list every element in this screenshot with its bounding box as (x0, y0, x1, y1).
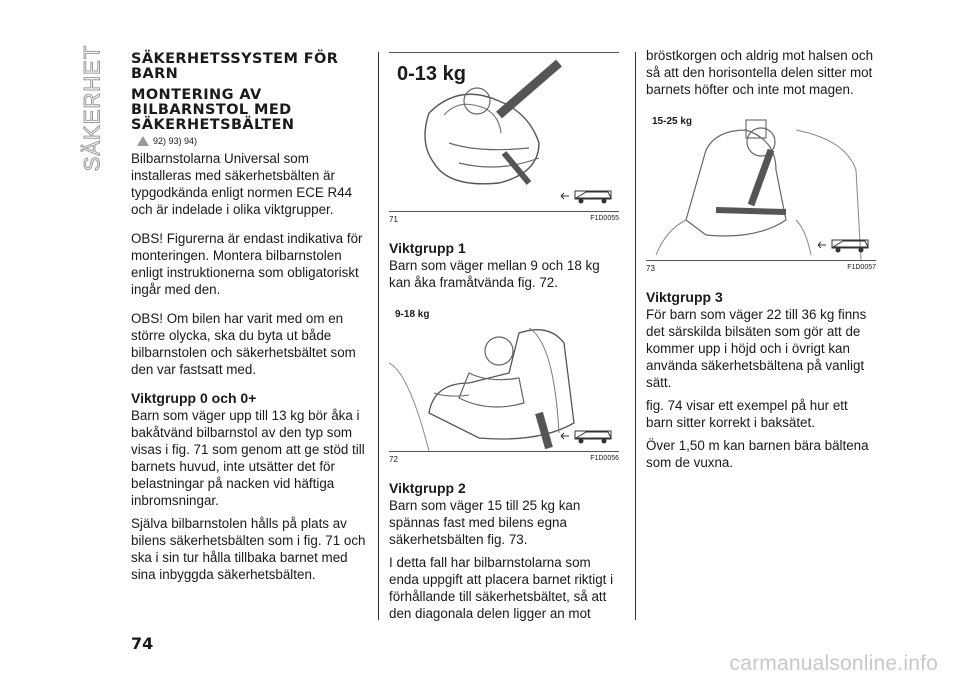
paragraph-group-3-c: Över 1,50 m kan barnen bära bältena som de vuxna. (646, 438, 869, 470)
paragraph-group-2-a: Barn som väger 15 till 25 kg kan spännas fast med bilens egna säkerhetsbälten fig. 73. (389, 498, 581, 547)
heading-group-3: Viktgrupp 3 (646, 289, 723, 305)
warning-refs-text: 92) 93) 94) (153, 136, 198, 146)
section-side-tab-label: SÄKERHET (79, 44, 104, 172)
paragraph-intro: Bilbarnstolarna Universal som installeras med säkerhetsbälten är typgodkända enligt normen ECE R44 och är indelade i olika viktgrupper. (131, 151, 353, 217)
paragraph-group-0-a: Barn som väger upp till 13 kg bör åka i bakåtvänd bilbarnstol av den typ som visas i fig. 71 som genom att ge stöd till barnets huvud, inte utsätter det för belastningar på nacken vid häftiga inbromsningar. (131, 408, 365, 508)
column-divider-1 (378, 52, 379, 620)
paragraph-continued: bröstkorgen och aldrig mot halsen och så att den horisontella delen sitter mot barnets höfter och inte mot magen. (646, 48, 874, 97)
figure-71-code: F1D0055 (590, 215, 619, 222)
figure-72-number: 72 (389, 455, 398, 464)
heading-group-0: Viktgrupp 0 och 0+ (131, 390, 257, 406)
section-side-tab (79, 44, 104, 172)
figure-72-caption (389, 455, 619, 464)
heading-group-1: Viktgrupp 1 (389, 240, 466, 256)
figure-72-illustration (389, 303, 619, 451)
figure-71 (389, 52, 619, 212)
heading-seat-mounting: MONTERING AV BILBARNSTOL MED SÄKERHETSBÄLTEN (131, 87, 295, 133)
heading-group-2: Viktgrupp 2 (389, 480, 466, 496)
page-number: 74 (131, 634, 154, 653)
figure-73-caption (646, 264, 876, 273)
paragraph-note-accident: OBS! Om bilen har varit med om en större olycka, ska du byta ut både bilbarnstolen och säkerhetsbältet som den var fastsatt med. (131, 311, 356, 377)
figure-73-illustration (646, 110, 876, 260)
figure-73 (646, 110, 876, 261)
paragraph-group-3-a: För barn som väger 22 till 36 kg finns det särskilda bilsäten som gör att de kommer upp i höjd och i övrigt kan använda säkerhetsbältena på vanligt sätt. (646, 307, 867, 390)
figure-71-weight-label: 0-13 kg (397, 63, 466, 85)
warning-refs (153, 136, 371, 146)
watermark: carmanualsonline.info (729, 652, 938, 675)
paragraph-group-0-b: Själva bilbarnstolen hålls på plats av bilens säkerhetsbälten som i fig. 71 och ska i sin tur hålla tillbaka barnet med sina inbyggda säkerhetsbälten. (131, 516, 366, 582)
figure-73-code: F1D0057 (847, 264, 876, 271)
figure-71-caption (389, 215, 619, 224)
figure-72-weight-label: 9-18 kg (395, 309, 430, 320)
figure-72-code: F1D0056 (590, 455, 619, 462)
column-divider-2 (635, 52, 636, 620)
column-3 (646, 47, 876, 483)
paragraph-group-2-b: I detta fall har bilbarnstolarna som enda uppgift att placera barnet riktigt i förhållande till säkerhetsbältet, så att den diagonala delen ligger an mot (389, 555, 614, 621)
paragraph-note-figures: OBS! Figurerna är endast indikativa för monteringen. Montera bilbarnstolen enligt instruktionerna som obligatoriskt ingår med den. (131, 231, 363, 297)
figure-73-number: 73 (646, 264, 655, 273)
figure-72 (389, 303, 619, 452)
paragraph-group-1: Barn som väger mellan 9 och 18 kg kan åka framåtvända fig. 72. (389, 258, 600, 290)
column-1 (131, 52, 371, 595)
heading-child-restraints: SÄKERHETSSYSTEM FÖR BARN (131, 51, 339, 82)
column-2 (389, 52, 619, 634)
figure-71-number: 71 (389, 215, 398, 224)
paragraph-group-3-b: fig. 74 visar ett exempel på hur ett barn sitter korrekt i baksätet. (646, 398, 848, 430)
figure-73-weight-label: 15-25 kg (652, 116, 693, 127)
